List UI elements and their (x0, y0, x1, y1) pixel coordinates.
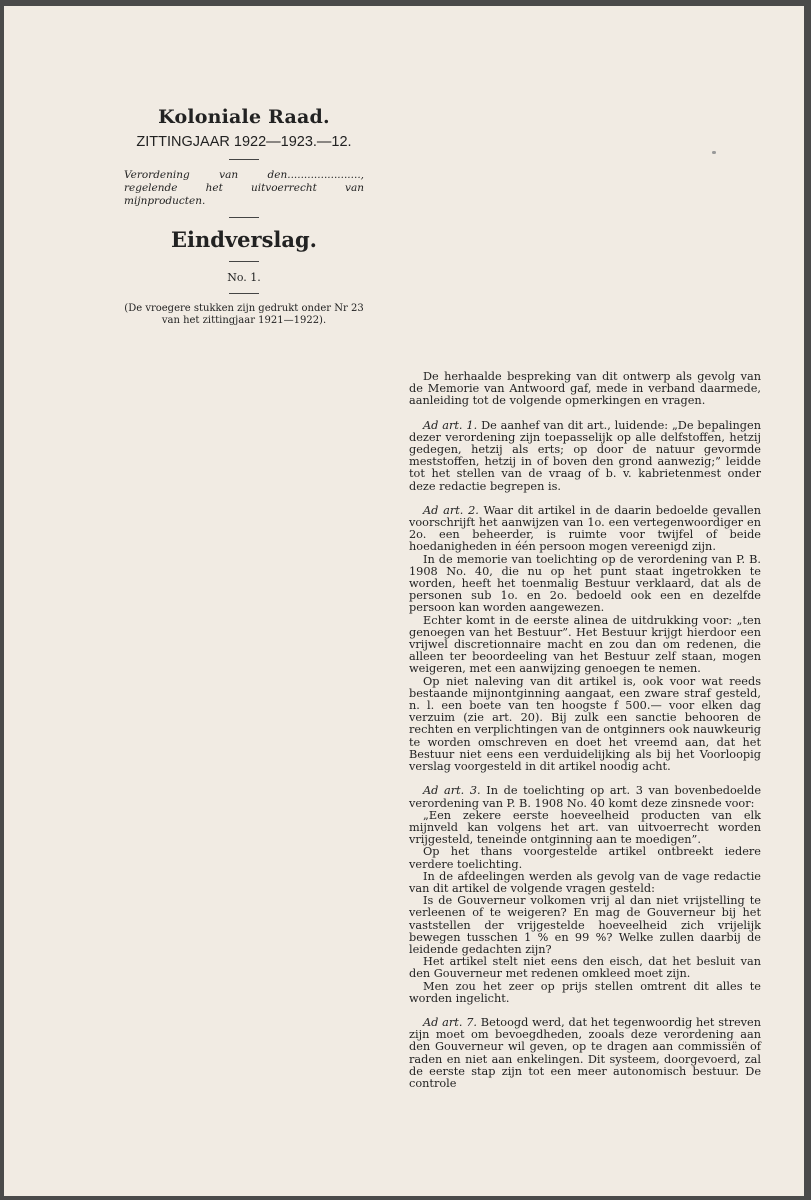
art2-paragraph (409, 505, 761, 554)
art1-paragraph (409, 420, 761, 493)
art3-paragraph-6: Het artikel stelt niet eens den eisch, dat het besluit van den Gouverneur met redenen omkleed moet zijn. (409, 955, 761, 981)
art3-paragraph-7: Men zou het zeer op prijs stellen omtrent dit alles te worden ingelicht. (409, 979, 761, 1005)
art2-paragraph-2: In de memorie van toelichting op de verordening van P. B. 1908 No. 40, die nu op het punt staat ingetrokken te worden, heeft het toenmalig Bestuur verklaard, dat als de personen sub 1o. en 2o. bedoeld ook een en dezelfde persoon kan worden aangewezen. (409, 552, 761, 615)
intro-paragraph: De herhaalde bespreking van dit ontwerp als gevolg van de Memorie van Antwoord gaf, mede in verband daarmede, aanleiding tot de volgende opmerkingen en vragen. (409, 370, 761, 408)
art2-text: Waar dit artikel in de daarin bedoelde gevallen voorschrijft het aanwijzen van 1o. een vertegenwoordiger en 2o. een beheerder, is ruimte voor twijfel of beide hoedanigheden in één persoon mogen vereenigd zijn. (409, 503, 762, 554)
document-header (114, 106, 374, 327)
art3-paragraph-4: In de afdeelingen werden als gevolg van de vage redactie van dit artikel de volgende vragen gesteld: (409, 869, 761, 895)
art7-text: Betoogd werd, dat het tegenwoordig het streven zijn moet om bevoegdheden, zooals deze verordening aan den Gouverneur wil geven, op te dragen aan commissiën of raden en niet aan enkelingen. Dit systeem, doorgevoerd, zal de eerste stap zijn tot een meer autonomisch bestuur. De controle (409, 1015, 761, 1090)
session-year: ZITTINGJAAR 1922—1923.—12. (136, 134, 352, 150)
page-smudge (712, 151, 716, 154)
article-label: Ad art. 2. (423, 503, 479, 517)
divider (229, 159, 259, 160)
art2-paragraph-3: Echter komt in de eerste alinea de uitdrukking voor: „ten genoegen van het Bestuur”. Het Bestuur krijgt hierdoor een vrijwel discretionnaire macht en zou dan om redenen, die alleen ter beoordeeling van het Bestuur zelf staan, mogen weigeren, met een aanwijzing genoegen te nemen. (409, 613, 761, 676)
article-label: Ad art. 7. (423, 1015, 477, 1029)
divider (229, 261, 259, 262)
article-label: Ad art. 3. (423, 784, 481, 798)
document-number: No. 1. (227, 271, 261, 284)
ordinance-title: Verordening van den......................, regelende het uitvoerrecht van mijnproducten. (124, 169, 364, 207)
art3-paragraph-2: „Een zekere eerste hoeveelheid producten van elk mijnveld kan volgens het art. van uitvoerrecht worden vrijgesteld, teneinde ontginning aan te moedigen”. (409, 808, 761, 847)
divider (229, 293, 259, 294)
report-title: Eindverslag. (171, 227, 317, 252)
art3-text: In de toelichting op art. 3 van bovenbedoelde verordening van P. B. 1908 No. 40 komt deze zinsnede voor: (409, 784, 762, 810)
document-page (4, 6, 804, 1196)
previous-documents-note: (De vroegere stukken zijn gedrukt onder Nr 23 van het zittingjaar 1921—1922). (124, 303, 364, 326)
report-body (409, 371, 761, 1090)
art3-paragraph-5: Is de Gouverneur volkomen vrij al dan niet vrijstelling te verleenen of te weigeren? En mag de Gouverneur bij het vaststellen der vrijgestelde hoeveelheid zich vrijelijk bewegen tusschen 1 % en 99 %? Welke zullen daarbij de leidende gedachten zijn? (409, 894, 761, 956)
article-label: Ad art. 1. (423, 418, 478, 432)
art3-paragraph (409, 785, 761, 809)
art3-paragraph-3: Op het thans voorgestelde artikel ontbreekt iedere verdere toelichting. (409, 845, 761, 871)
council-title: Koloniale Raad. (158, 106, 330, 128)
art2-paragraph-4: Op niet naleving van dit artikel is, ook voor wat reeds bestaande mijnontginning aangaat, een zware straf gesteld, n. l. een boete van ten hoogste f 500.— voor elken dag verzuim (zie art. 20). Bij zulk een sanctie behooren de rechten en verplichtingen van de ontginners ook nauwkeurig te worden omschreven en doet het vreemd aan, dat het Bestuur niet eens een verduidelijking als bij het Voorloopig verslag voorgesteld in dit artikel noodig acht. (409, 674, 761, 774)
divider (229, 217, 259, 218)
art1-text: De aanhef van dit art., luidende: „De bepalingen dezer verordening zijn toepasselijk op alle delfstoffen, hetzij gedegen, hetzij als erts; op door de natuur gevormde meststoffen, hetzij in of boven den grond aanwezig;” leidde tot het stellen van de vraag of b. v. kabrietenmest onder deze redactie begrepen is. (409, 418, 762, 493)
art7-paragraph (409, 1017, 761, 1090)
